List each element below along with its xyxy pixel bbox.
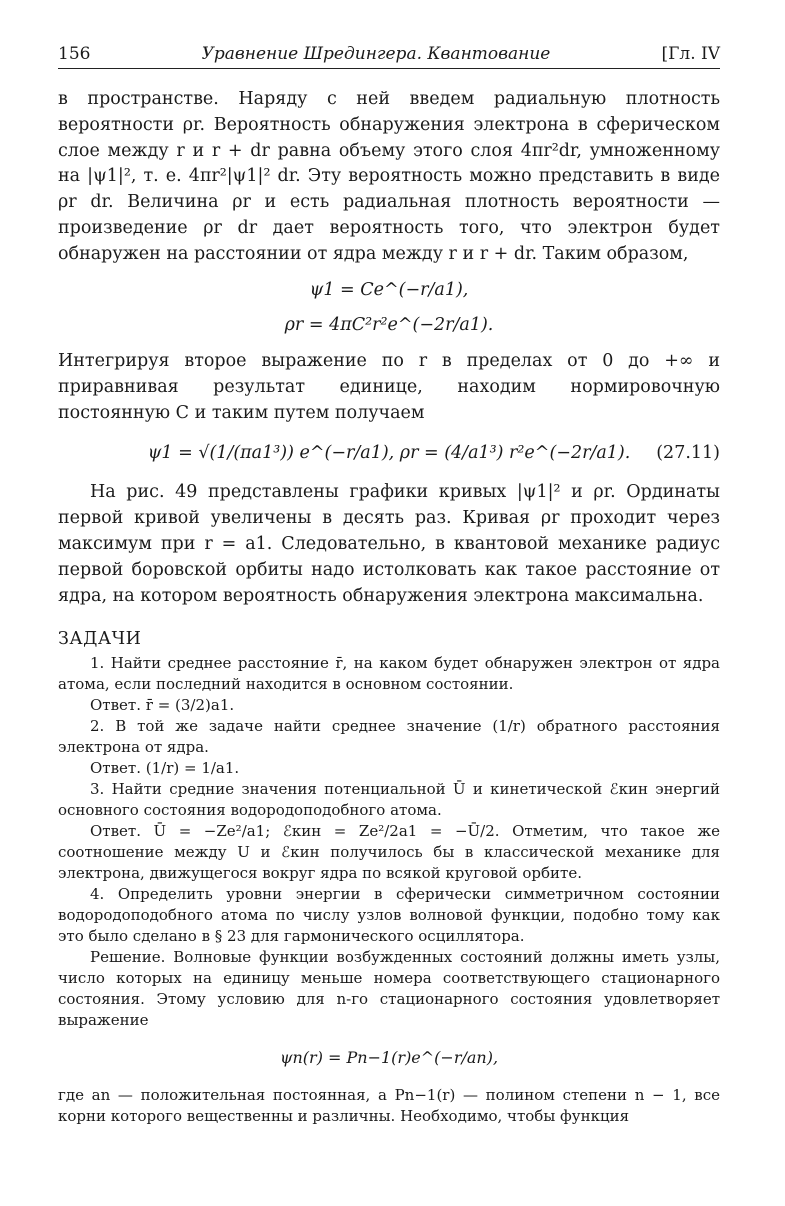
solution-4: Решение. Волновые функции возбужденных состояний должны иметь узлы, число которых на единицу меньше номера соответствующего стационарного состояния. Этому условию для n-го стационарного состояния удовлетворяет выражение (58, 948, 720, 1030)
equation-27-11 (58, 441, 720, 467)
problem-2: 2. В той же задаче найти среднее значение (1/r) обратного расстояния электрона от ядра. (58, 717, 720, 757)
problem-1: 1. Найти среднее расстояние r̄, на каком будет обнаружен электрон от ядра атома, если последний находится в основном состоянии. (58, 654, 720, 694)
page (58, 44, 720, 1127)
problems (58, 653, 720, 1031)
formula-rho: ρr = 4πC²r²e^(−2r/a1). (284, 315, 494, 336)
main-text (58, 87, 720, 1127)
page-number: 156 (58, 44, 91, 64)
answer-1: Ответ. r̄ = (3/2)a1. (90, 696, 235, 715)
problem-3: 3. Найти средние значения потенциальной Ū и кинетической ℰкин энергий основного состояния водородоподобного атома. (58, 780, 720, 820)
running-title: Уравнение Шредингера. Квантование (201, 44, 551, 64)
problem-4: 4. Определить уровни энергии в сферически симметричном состоянии водородоподобного атома по числу узлов волновой функции, подобно тому как это было сделано в § 23 для гармонического осциллятора. (58, 885, 720, 946)
paragraph-1: в пространстве. Наряду с ней введем радиальную плотность вероятности ρr. Вероятность обнаружения электрона в сферическом слое между r и r + dr равна объему этого слоя 4πr²dr, умноженному на |ψ1|², т. е. 4πr²|ψ1|² dr. Эту вероятность можно представить в виде ρr dr. Величина ρr и есть радиальная плотность вероятности — произведение ρr dr дает вероятность того, что электрон будет обнаружен на расстоянии от ядра между r и r + dr. Таким образом, (58, 89, 720, 264)
final-text (58, 1085, 720, 1127)
paragraph-2: Интегрируя второе выражение по r в пределах от 0 до +∞ и приравнивая результат единице, находим нормировочную постоянную C и таким путем получаем (58, 351, 720, 423)
running-header (58, 44, 720, 69)
answer-3: Ответ. Ū = −Ze²/a1; ℰкин = Ze²/2a1 = −Ū/2. Отметим, что такое же соотношение между U и ℰкин получилось бы в классической механике для электрона, движущегося вокруг ядра по всякой круговой орбите. (58, 822, 720, 883)
paragraph-3: На рис. 49 представлены графики кривых |ψ1|² и ρr. Ординаты первой кривой увеличены в десять раз. Кривая ρr проходит через максимум при r = a1. Следовательно, в квантовой механике радиус первой боровской орбиты надо истолковать как такое расстояние от ядра, на котором вероятность обнаружения электрона максимальна. (58, 482, 720, 606)
section-title: ЗАДАЧИ (58, 629, 142, 650)
chapter-label: [Гл. IV (661, 44, 720, 64)
formula-psi1: ψ1 = Ce^(−r/a1), (309, 279, 469, 300)
formula-psin: ψn(r) = Pn−1(r)e^(−r/an), (279, 1048, 499, 1068)
final-paragraph: где an — положительная постоянная, а Pn−1(r) — полином степени n − 1, все корни которого вещественны и различны. Необходимо, чтобы функция (58, 1085, 720, 1125)
equation-number: (27.11) (656, 442, 720, 463)
answer-2: Ответ. (1/r) = 1/a1. (90, 759, 240, 778)
formula-normalized: ψ1 = √(1/(πa1³)) e^(−r/a1), ρr = (4/a1³) r²e^(−2r/a1). (147, 442, 631, 463)
